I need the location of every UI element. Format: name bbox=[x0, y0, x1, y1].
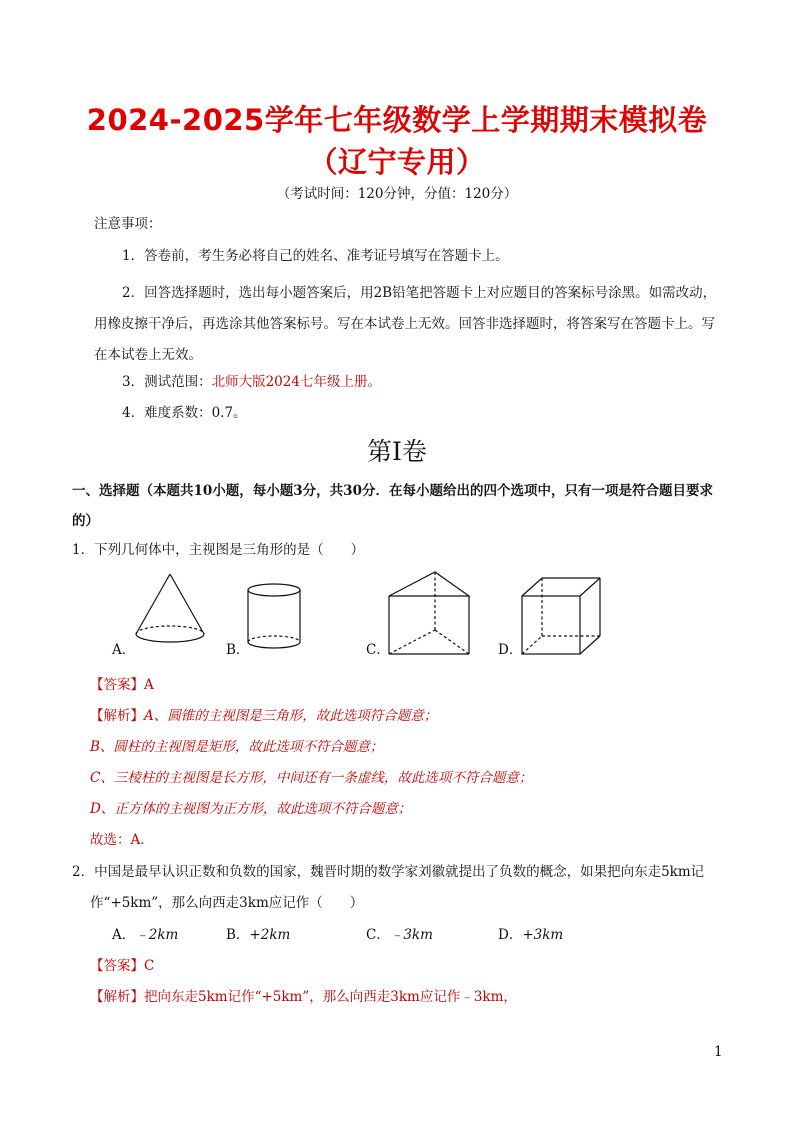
q1-analysis-tag: 【解析】 bbox=[90, 708, 144, 724]
exam-subtitle: （辽宁专用） bbox=[308, 145, 486, 179]
cube-icon bbox=[518, 574, 608, 658]
q2-option-d-value: +3km bbox=[522, 927, 564, 943]
q1-answer: 【答案】A bbox=[90, 677, 154, 693]
q2-option-d-label: D． bbox=[498, 927, 523, 943]
note-item-3 bbox=[122, 372, 381, 392]
cone-icon bbox=[130, 568, 210, 648]
triangular-prism-icon bbox=[385, 568, 475, 658]
q1-conclusion: 故选：A． bbox=[90, 832, 154, 848]
notes-heading: 注意事项： bbox=[94, 216, 162, 232]
q1-analysis-line-3: C、三棱柱的主视图是长方形，中间还有一条虚线，故此选项不符合题意； bbox=[90, 770, 533, 786]
q2-option-a-label: A． bbox=[112, 927, 136, 943]
q1-option-a-label: A． bbox=[112, 642, 136, 658]
question-2-stem-line-2: 作“+5km”，那么向西走3km应记作（ ） bbox=[90, 895, 364, 911]
q1-option-d-label: D． bbox=[498, 642, 523, 658]
q1-analysis-text-1: A、圆锥的主视图是三角形，故此选项符合题意； bbox=[144, 708, 438, 724]
volume-title: 第Ⅰ卷 bbox=[367, 437, 427, 466]
note-item-2: 2．回答选择题时，选出每小题答案后，用2B铅笔把答题卡上对应题目的答案标号涂黑。如需改动，用橡皮擦干净后，再选涂其他答案标号。写在本试卷上无效。回答非选择题时，将答案写在答题卡上。写在本试卷上无效。 bbox=[94, 285, 717, 363]
q1-analysis-line-2: B、圆柱的主视图是矩形，故此选项不符合题意； bbox=[90, 739, 384, 755]
q2-answer: 【答案】C bbox=[90, 958, 155, 974]
q1-analysis-line-1 bbox=[90, 706, 437, 726]
q2-option-b bbox=[226, 925, 290, 945]
q2-option-b-value: +2km bbox=[249, 927, 291, 943]
q2-option-a-value: ﹣2km bbox=[135, 927, 179, 943]
q2-option-c bbox=[366, 925, 433, 945]
q1-analysis-line-4: D、正方体的主视图为正方形，故此选项不符合题意； bbox=[90, 801, 412, 817]
exam-title: 2024-2025学年七年级数学上学期期末模拟卷 bbox=[86, 103, 708, 137]
test-range: 北师大版2024七年级上册。 bbox=[211, 374, 381, 390]
question-1-stem: 1．下列几何体中，主视图是三角形的是（ ） bbox=[72, 542, 365, 558]
note-item-1: 1．答卷前，考生务必将自己的姓名、准考证号填写在答题卡上。 bbox=[122, 248, 509, 264]
q2-option-c-label: C． bbox=[366, 927, 390, 943]
exam-info: （考试时间：120分钟，分值：120分） bbox=[276, 186, 518, 202]
q2-option-c-value: ﹣3km bbox=[389, 927, 433, 943]
note-item-3-label: 3．测试范围： bbox=[122, 374, 212, 390]
q2-option-a bbox=[112, 925, 178, 945]
q2-option-d bbox=[498, 925, 563, 945]
q2-analysis: 【解析】把向东走5km记作“+5km”，那么向西走3km应记作﹣3km， bbox=[90, 989, 517, 1005]
section-heading: 一、选择题（本题共10小题，每小题3分，共30分．在每小题给出的四个选项中，只有一项是符合题目要求的） bbox=[72, 483, 713, 529]
question-2-stem-line-1: 2．中国是最早认识正数和负数的国家，魏晋时期的数学家刘徽就提出了负数的概念，如果把向东走5km记 bbox=[72, 864, 705, 880]
note-item-4: 4．难度系数：0.7。 bbox=[122, 405, 247, 421]
q2-option-b-label: B． bbox=[226, 927, 250, 943]
q1-option-c-label: C． bbox=[366, 642, 390, 658]
cylinder-icon bbox=[244, 582, 304, 652]
q1-option-b-label: B． bbox=[226, 642, 250, 658]
page-number: 1 bbox=[714, 1044, 723, 1060]
